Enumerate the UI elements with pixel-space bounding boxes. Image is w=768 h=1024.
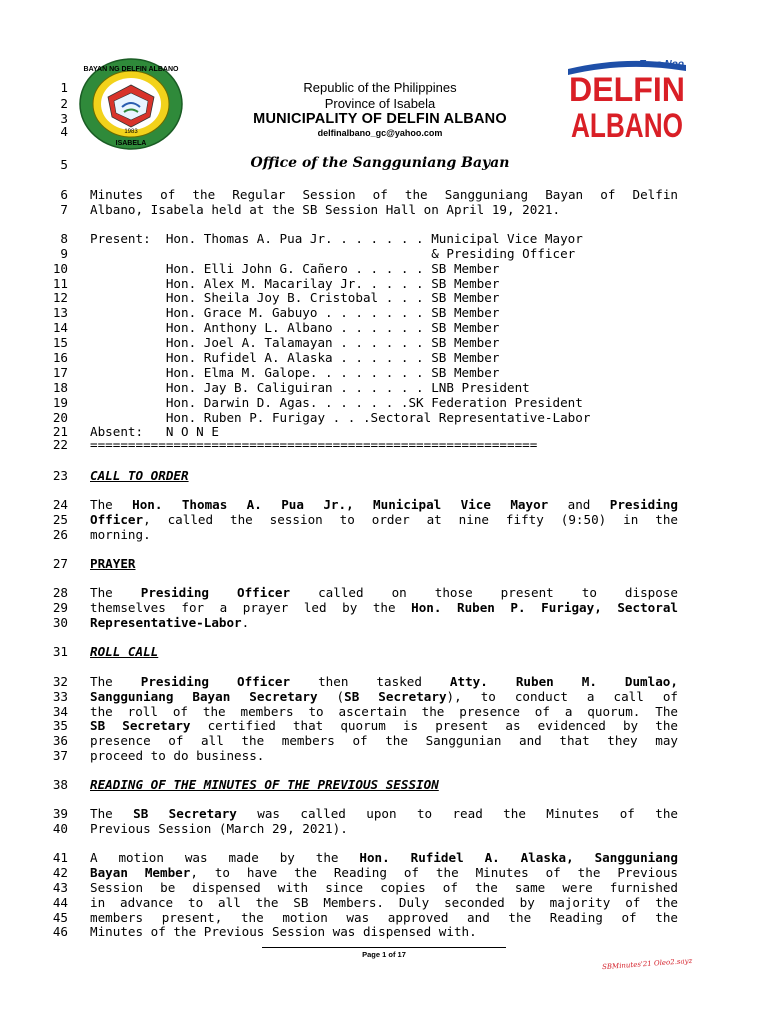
line-number: 4 <box>60 124 68 139</box>
line-number: 8 <box>60 231 68 246</box>
paragraph-line: in advance to all the SB Members. Duly seconded by majority of the <box>90 895 678 910</box>
paragraph-line: The Presiding Officer then tasked Atty. Ruben M. Dumlao, <box>90 674 678 689</box>
paragraph-line: themselves for a prayer led by the Hon. Ruben P. Furigay, Sectoral <box>90 600 679 615</box>
logo-word2: ALBANO <box>571 107 683 145</box>
section-heading-reading-minutes: READING OF THE MINUTES OF THE PREVIOUS SESSION <box>90 777 439 792</box>
line-number: 21 <box>52 424 68 439</box>
line-number: 7 <box>60 202 68 217</box>
line-number: 42 <box>52 865 68 880</box>
line-number: 25 <box>52 512 68 527</box>
logo-word1: DELFIN <box>569 71 685 109</box>
paragraph-line: morning. <box>90 527 151 542</box>
attendance-line: Absent: N O N E <box>90 424 219 439</box>
attendance-line: Present: Hon. Thomas A. Pua Jr. . . . . . . Municipal Vice Mayor <box>90 231 583 246</box>
paragraph-line: presence of all the members of the Sanggunian and that they may <box>90 733 678 748</box>
header-municipality: MUNICIPALITY OF DELFIN ALBANO <box>253 111 507 127</box>
line-number: 16 <box>52 350 68 365</box>
footer-divider <box>262 947 506 948</box>
paragraph-line: Sangguniang Bayan Secretary (SB Secretary), to conduct a call of <box>90 689 678 704</box>
section-heading-call-to-order: CALL TO ORDER <box>90 468 189 483</box>
line-number: 27 <box>52 556 68 571</box>
line-number: 26 <box>52 527 68 542</box>
attendance-line: Hon. Alex M. Macarilay Jr. . . . . SB Member <box>90 276 500 291</box>
section-heading-roll-call: ROLL CALL <box>90 644 159 659</box>
attendance-line: Hon. Elma M. Galope. . . . . . . . SB Member <box>90 365 500 380</box>
paragraph-line: Minutes of the Previous Session was dispensed with. <box>90 924 477 939</box>
line-number: 15 <box>52 335 68 350</box>
line-number: 11 <box>52 276 68 291</box>
municipal-seal <box>78 57 184 151</box>
logo-tag: Taas Noo <box>639 59 684 70</box>
paragraph-line: Officer, called the session to order at nine fifty (9:50) in the <box>90 512 678 527</box>
line-number: 10 <box>52 261 68 276</box>
section-heading-prayer: PRAYER <box>90 556 136 571</box>
header-province: Province of Isabela <box>324 96 436 111</box>
line-number: 3 <box>60 111 68 126</box>
line-number: 19 <box>52 395 68 410</box>
paragraph-line: Previous Session (March 29, 2021). <box>90 821 348 836</box>
line-number: 32 <box>52 674 68 689</box>
line-number: 33 <box>52 689 68 704</box>
line-number: 28 <box>52 585 68 600</box>
page-number: Page 1 of 17 <box>362 950 406 959</box>
intro-line: Albano, Isabela held at the SB Session Hall on April 19, 2021. <box>90 202 561 217</box>
office-title: Office of the Sangguniang Bayan <box>250 155 510 171</box>
attendance-line: Hon. Joel A. Talamayan . . . . . . SB Member <box>90 335 500 350</box>
line-number: 35 <box>52 718 68 733</box>
attendance-line: Hon. Elli John G. Cañero . . . . . SB Member <box>90 261 500 276</box>
attendance-line: Hon. Anthony L. Albano . . . . . . SB Member <box>90 320 500 335</box>
line-number: 29 <box>52 600 68 615</box>
header-republic: Republic of the Philippines <box>303 80 457 95</box>
paragraph-line: A motion was made by the Hon. Rufidel A. Alaska, Sangguniang <box>90 850 678 865</box>
intro-line: Minutes of the Regular Session of the Sangguniang Bayan of Delfin <box>90 187 678 202</box>
line-number: 14 <box>52 320 68 335</box>
attendance-line: Hon. Sheila Joy B. Cristobal . . . SB Member <box>90 290 500 305</box>
line-number: 2 <box>60 96 68 111</box>
header-email: delfinalbano_gc@yahoo.com <box>317 128 443 138</box>
line-number: 5 <box>60 157 68 172</box>
line-number: 31 <box>52 644 68 659</box>
line-number: 12 <box>52 290 68 305</box>
attendance-line: Hon. Rufidel A. Alaska . . . . . . SB Member <box>90 350 500 365</box>
paragraph-line: Representative-Labor. <box>90 615 250 630</box>
line-number: 40 <box>52 821 68 836</box>
seal-bottom-text: ISABELA <box>115 140 147 147</box>
footer-signature: SBMinutes'21 Oleo2.sayz <box>601 956 693 972</box>
line-number: 45 <box>52 910 68 925</box>
attendance-line: Hon. Ruben P. Furigay . . .Sectoral Representative-Labor <box>90 410 591 425</box>
attendance-line: & Presiding Officer <box>90 246 576 261</box>
paragraph-line: The Presiding Officer called on those present to dispose <box>90 585 678 600</box>
seal-top-text: BAYAN NG DELFIN ALBANO <box>83 66 179 73</box>
line-number: 6 <box>60 187 68 202</box>
paragraph-line: members present, the motion was approved and the Reading of the <box>90 910 678 925</box>
separator-line: =========================================================== <box>90 437 538 452</box>
line-number: 20 <box>52 410 68 425</box>
line-number: 24 <box>52 497 68 512</box>
line-number: 1 <box>60 80 68 95</box>
line-number: 23 <box>52 468 68 483</box>
paragraph-line: The SB Secretary was called upon to read the Minutes of the <box>90 806 678 821</box>
line-number: 37 <box>52 748 68 763</box>
line-number: 22 <box>52 437 68 452</box>
paragraph-line: SB Secretary certified that quorum is present as evidenced by the <box>90 718 678 733</box>
paragraph-line: the roll of the members to ascertain the presence of a quorum. The <box>90 704 678 719</box>
line-number: 38 <box>52 777 68 792</box>
line-number: 41 <box>52 850 68 865</box>
paragraph-line: proceed to do business. <box>90 748 265 763</box>
line-number: 39 <box>52 806 68 821</box>
line-number: 18 <box>52 380 68 395</box>
paragraph-line: Session be dispensed with since copies of the same were furnished <box>90 880 678 895</box>
attendance-line: Hon. Darwin D. Agas. . . . . . .SK Federation President <box>90 395 583 410</box>
line-number: 13 <box>52 305 68 320</box>
line-number: 34 <box>52 704 68 719</box>
line-number: 9 <box>60 246 68 261</box>
attendance-line: Hon. Grace M. Gabuyo . . . . . . . SB Member <box>90 305 500 320</box>
line-number: 17 <box>52 365 68 380</box>
attendance-line: Hon. Jay B. Caliguiran . . . . . . LNB President <box>90 380 530 395</box>
line-number: 30 <box>52 615 68 630</box>
seal-year: 1983 <box>124 129 138 135</box>
line-number: 43 <box>52 880 68 895</box>
line-number: 44 <box>52 895 68 910</box>
delfin-albano-logo <box>566 57 688 145</box>
paragraph-line: Bayan Member, to have the Reading of the Minutes of the Previous <box>90 865 678 880</box>
paragraph-line: The Hon. Thomas A. Pua Jr., Municipal Vice Mayor and Presiding <box>90 497 678 512</box>
line-number: 46 <box>52 924 68 939</box>
line-number: 36 <box>52 733 68 748</box>
